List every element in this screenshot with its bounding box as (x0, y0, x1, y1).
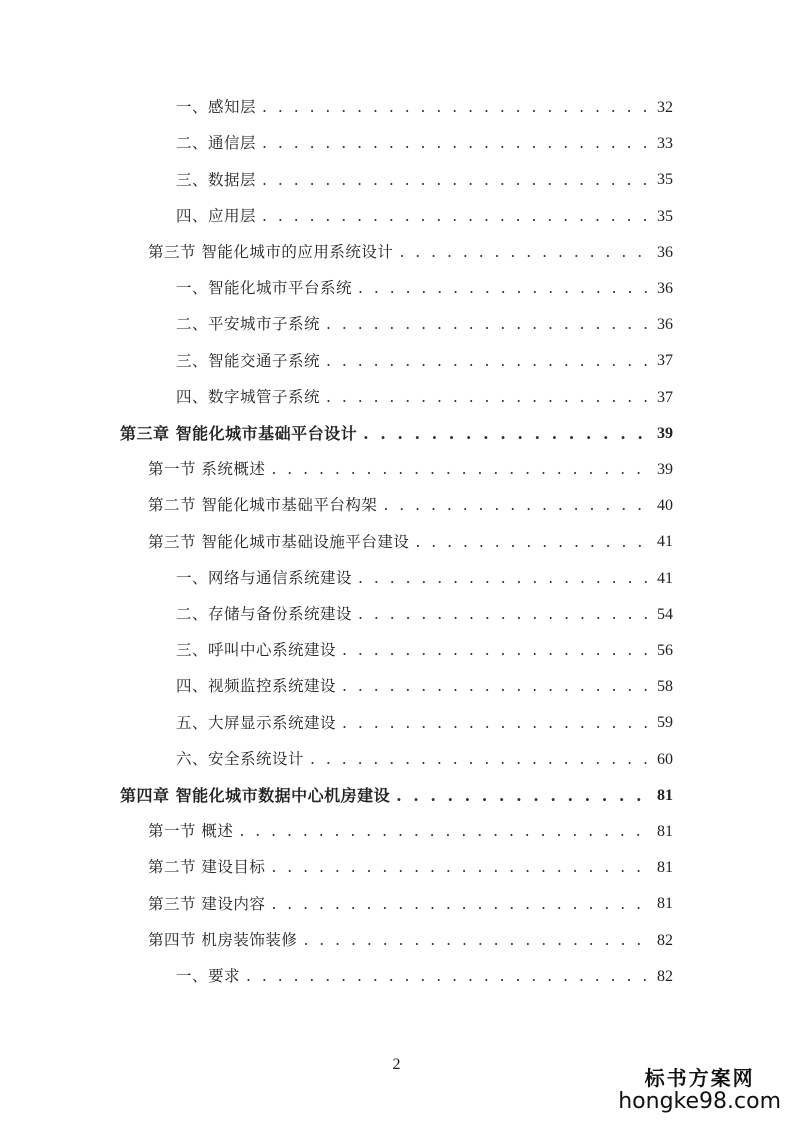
toc-entry-title: 第一节 系统概述 (148, 460, 266, 479)
toc-dot-leader (310, 752, 651, 768)
toc-entry-title: 第一节 概述 (148, 822, 234, 841)
toc-entry-page: 36 (657, 280, 673, 297)
toc-entry-title: 四、应用层 (176, 206, 257, 225)
toc-dot-leader (239, 824, 651, 840)
toc-entry-page: 82 (657, 967, 673, 985)
toc-entry-page: 60 (657, 750, 673, 768)
toc-entry-page: 37 (657, 388, 673, 406)
toc-entry-title: 第三节 智能化城市基础设施平台建设 (148, 532, 410, 551)
toc-entry-title: 第四节 机房装饰装修 (148, 930, 298, 949)
toc-dot-leader (396, 788, 651, 804)
toc-subsection-entry[interactable] (0, 199, 673, 235)
toc-entry-title: 三、智能交通子系统 (176, 351, 321, 370)
toc-dot-leader (415, 535, 651, 551)
toc-entry-title: 二、平安城市子系统 (176, 315, 321, 334)
toc-dot-leader (383, 498, 651, 514)
toc-entry-page: 39 (657, 461, 673, 478)
toc-entry-page: 54 (657, 605, 673, 623)
toc-subsection-entry[interactable] (0, 742, 673, 778)
toc-entry-title: 一、感知层 (176, 98, 257, 117)
toc-entry-title: 第四章 智能化城市数据中心机房建设 (120, 785, 391, 805)
toc-entry-page: 36 (657, 243, 673, 261)
toc-dot-leader (342, 716, 651, 732)
watermark (618, 1066, 781, 1114)
toc-entry-page: 33 (657, 135, 673, 153)
toc-dot-leader (326, 317, 651, 333)
toc-chapter-entry[interactable] (0, 778, 673, 814)
toc-entry-page: 41 (657, 569, 673, 587)
toc-entry-page: 40 (657, 497, 673, 515)
toc-entry-page: 41 (657, 533, 673, 551)
toc-entry-page: 81 (657, 895, 673, 913)
toc-entry-page: 81 (657, 786, 673, 804)
toc-subsection-entry[interactable] (0, 380, 673, 416)
toc-entry-title: 第二节 智能化城市基础平台构架 (148, 496, 378, 515)
toc-entry-page: 58 (657, 678, 673, 696)
toc-entry-title: 第三节 智能化城市的应用系统设计 (148, 243, 394, 262)
page-number: 2 (392, 1056, 401, 1073)
toc-subsection-entry[interactable] (0, 126, 673, 162)
toc-entry-title: 二、通信层 (176, 134, 257, 153)
toc-subsection-entry[interactable] (0, 561, 673, 597)
toc-entry-title: 一、要求 (176, 967, 241, 986)
toc-entry-title: 第三节 建设内容 (148, 894, 266, 913)
toc-entry-title: 一、智能化城市平台系统 (176, 279, 353, 298)
toc-entry-page: 59 (657, 714, 673, 732)
toc-subsection-entry[interactable] (0, 669, 673, 705)
toc-subsection-entry[interactable] (0, 597, 673, 633)
watermark-title: 标书方案网 (644, 1065, 755, 1090)
toc-entry-page: 56 (657, 642, 673, 659)
toc-subsection-entry[interactable] (0, 307, 673, 343)
toc-entry-page: 32 (657, 99, 673, 116)
toc-entry-title: 四、数字城管子系统 (176, 387, 321, 406)
toc-dot-leader (246, 969, 651, 985)
toc-chapter-entry[interactable] (0, 416, 673, 452)
toc-dot-leader (326, 390, 651, 406)
toc-entry-page: 36 (657, 316, 673, 334)
toc-dot-leader (342, 679, 651, 695)
toc-entry-title: 第二节 建设目标 (148, 858, 266, 877)
toc-subsection-entry[interactable] (0, 633, 673, 669)
toc-subsection-entry[interactable] (0, 959, 673, 995)
toc-dot-leader (399, 245, 651, 261)
toc-subsection-entry[interactable] (0, 271, 673, 307)
toc-section-entry[interactable] (0, 850, 673, 886)
toc-section-entry[interactable] (0, 814, 673, 850)
toc-dot-leader (262, 209, 651, 225)
toc-dot-leader (303, 933, 651, 949)
toc-entry-title: 第三章 智能化城市基础平台设计 (120, 423, 358, 443)
toc-dot-leader (271, 462, 651, 478)
toc-entry-page: 39 (657, 424, 673, 442)
toc-dot-leader (262, 173, 651, 189)
toc-dot-leader (358, 281, 651, 297)
toc-entry-page: 81 (657, 823, 673, 840)
toc-subsection-entry[interactable] (0, 705, 673, 741)
toc-dot-leader (326, 354, 651, 370)
toc-entry-page: 35 (657, 207, 673, 225)
toc-section-entry[interactable] (0, 524, 673, 560)
toc-section-entry[interactable] (0, 923, 673, 959)
toc-entry-page: 37 (657, 352, 673, 370)
toc-section-entry[interactable] (0, 235, 673, 271)
toc-dot-leader (271, 897, 651, 913)
toc-entry-title: 五、大屏显示系统建设 (176, 713, 337, 732)
toc-entry-title: 三、数据层 (176, 170, 257, 189)
toc-section-entry[interactable] (0, 452, 673, 488)
toc-entry-title: 四、视频监控系统建设 (176, 677, 337, 696)
toc-section-entry[interactable] (0, 886, 673, 922)
toc-dot-leader (271, 860, 651, 876)
toc-dot-leader (363, 426, 651, 442)
toc-dot-leader (262, 136, 651, 152)
toc-subsection-entry[interactable] (0, 162, 673, 198)
toc-dot-leader (342, 643, 651, 659)
toc-entry-title: 一、网络与通信系统建设 (176, 568, 353, 587)
toc-dot-leader (358, 607, 651, 623)
toc-entry-title: 六、安全系统设计 (176, 749, 305, 768)
toc-entry-title: 二、存储与备份系统建设 (176, 605, 353, 624)
toc-entry-page: 81 (657, 859, 673, 877)
toc-dot-leader (358, 571, 651, 587)
toc-subsection-entry[interactable] (0, 343, 673, 379)
toc-entry-title: 三、呼叫中心系统建设 (176, 641, 337, 660)
toc-entry-page: 35 (657, 171, 673, 189)
toc-dot-leader (262, 100, 651, 116)
watermark-url: hongke98.com (618, 1088, 781, 1114)
toc-entry-page: 82 (657, 931, 673, 949)
toc-subsection-entry[interactable] (0, 90, 673, 126)
toc-section-entry[interactable] (0, 488, 673, 524)
